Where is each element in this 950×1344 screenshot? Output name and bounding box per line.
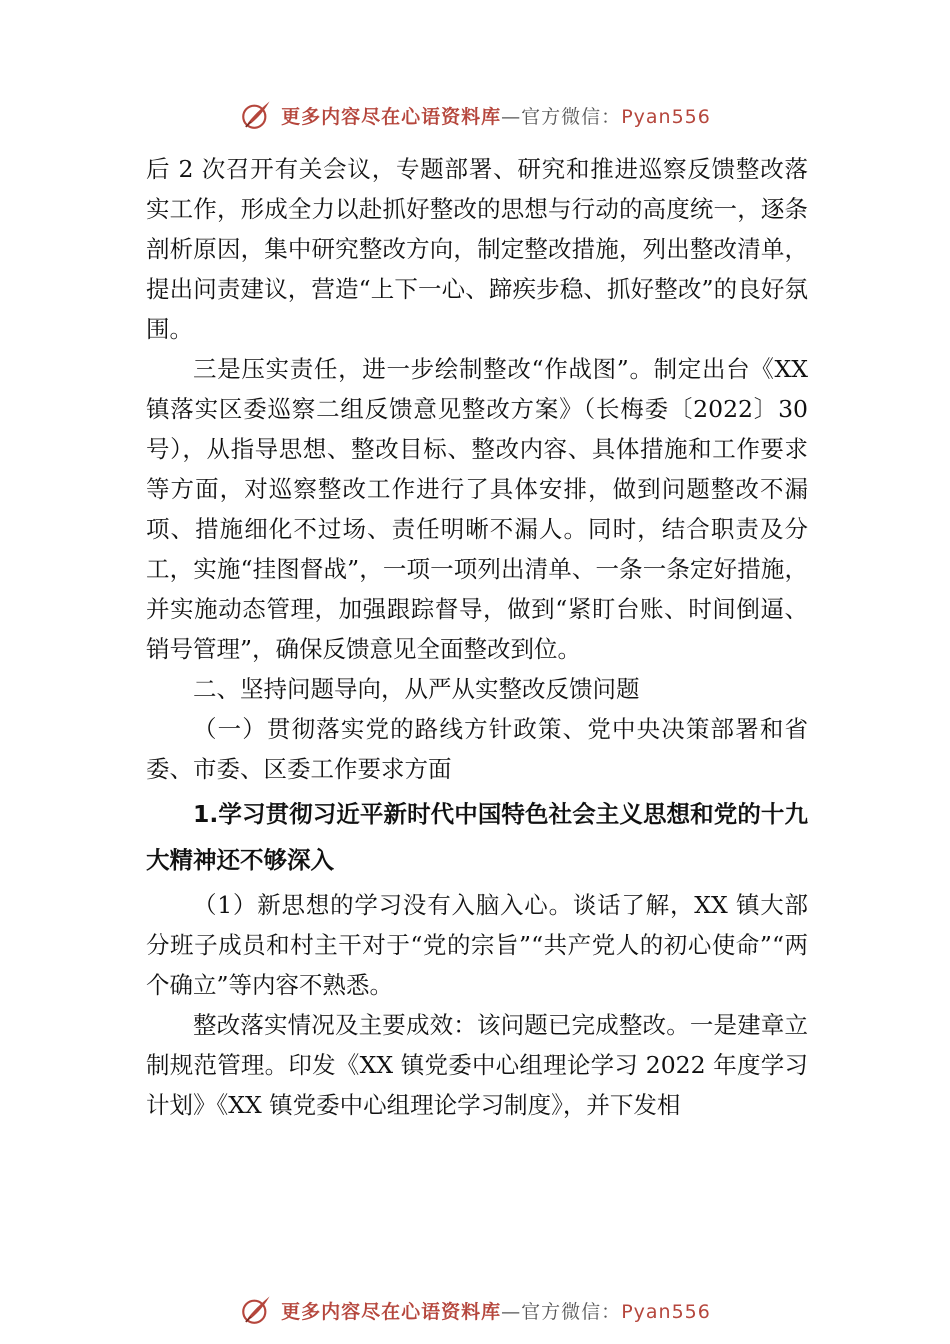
watermark-separator: — [501, 105, 522, 128]
rectification-paragraph: 整改落实情况及主要成效：该问题已完成整改。一是建章立制规范管理。印发《XX 镇党委中心组理论学习 2022 年度学习计划》《XX 镇党委中心组理论学习制度》，并下发相 [146, 1011, 808, 1119]
section-heading: 二、坚持问题导向，从严从实整改反馈问题 [193, 675, 640, 703]
watermark-wechat-id: Pyan556 [621, 105, 711, 128]
watermark-wechat-id: Pyan556 [621, 1300, 711, 1323]
watermark-site-text: 更多内容尽在心语资料库 [281, 1300, 502, 1323]
paragraph-continuation: 后 2 次召开有关会议，专题部署、研究和推进巡察反馈整改落实工作，形成全力以赴抓好整改的思想与行动的高度统一，逐条剖析原因，集中研究整改方向，制定整改措施，列出整改清单，提出问责建议，营造“上下一心、蹄疾步稳、抓好整改”的良好氛围。 [146, 155, 808, 343]
watermark-text [281, 1297, 711, 1324]
header-watermark [0, 93, 950, 137]
watermark-separator: — [501, 1300, 522, 1323]
watermark-official-label: 官方微信： [521, 1300, 622, 1323]
watermark-text [281, 102, 711, 129]
item-heading: 1.学习贯彻习近平新时代中国特色社会主义思想和党的十九大精神还不够深入 [146, 800, 808, 874]
document-body [146, 149, 808, 1125]
quill-logo-icon [239, 98, 273, 132]
footer-watermark [0, 1288, 950, 1332]
problem-paragraph: （1）新思想的学习没有入脑入心。谈话了解，XX 镇大部分班子成员和村主干对于“党的宗旨”“共产党人的初心使命”“两个确立”等内容不熟悉。 [146, 891, 808, 999]
paragraph-responsibility: 三是压实责任，进一步绘制整改“作战图”。制定出台《XX镇落实区委巡察二组反馈意见整改方案》（长梅委〔2022〕30号），从指导思想、整改目标、整改内容、具体措施和工作要求等方面，对巡察整改工作进行了具体安排，做到问题整改不漏项、措施细化不过场、责任明晰不漏人。同时，结合职责及分工，实施“挂图督战”，一项一项列出清单、一条一条定好措施，并实施动态管理，加强跟踪督导，做到“紧盯台账、时间倒逼、销号管理”，确保反馈意见全面整改到位。 [146, 355, 808, 663]
watermark-site-text: 更多内容尽在心语资料库 [281, 105, 502, 128]
quill-logo-icon [239, 1293, 273, 1327]
subsection-heading: （一）贯彻落实党的路线方针政策、党中央决策部署和省委、市委、区委工作要求方面 [146, 715, 808, 783]
watermark-official-label: 官方微信： [521, 105, 622, 128]
